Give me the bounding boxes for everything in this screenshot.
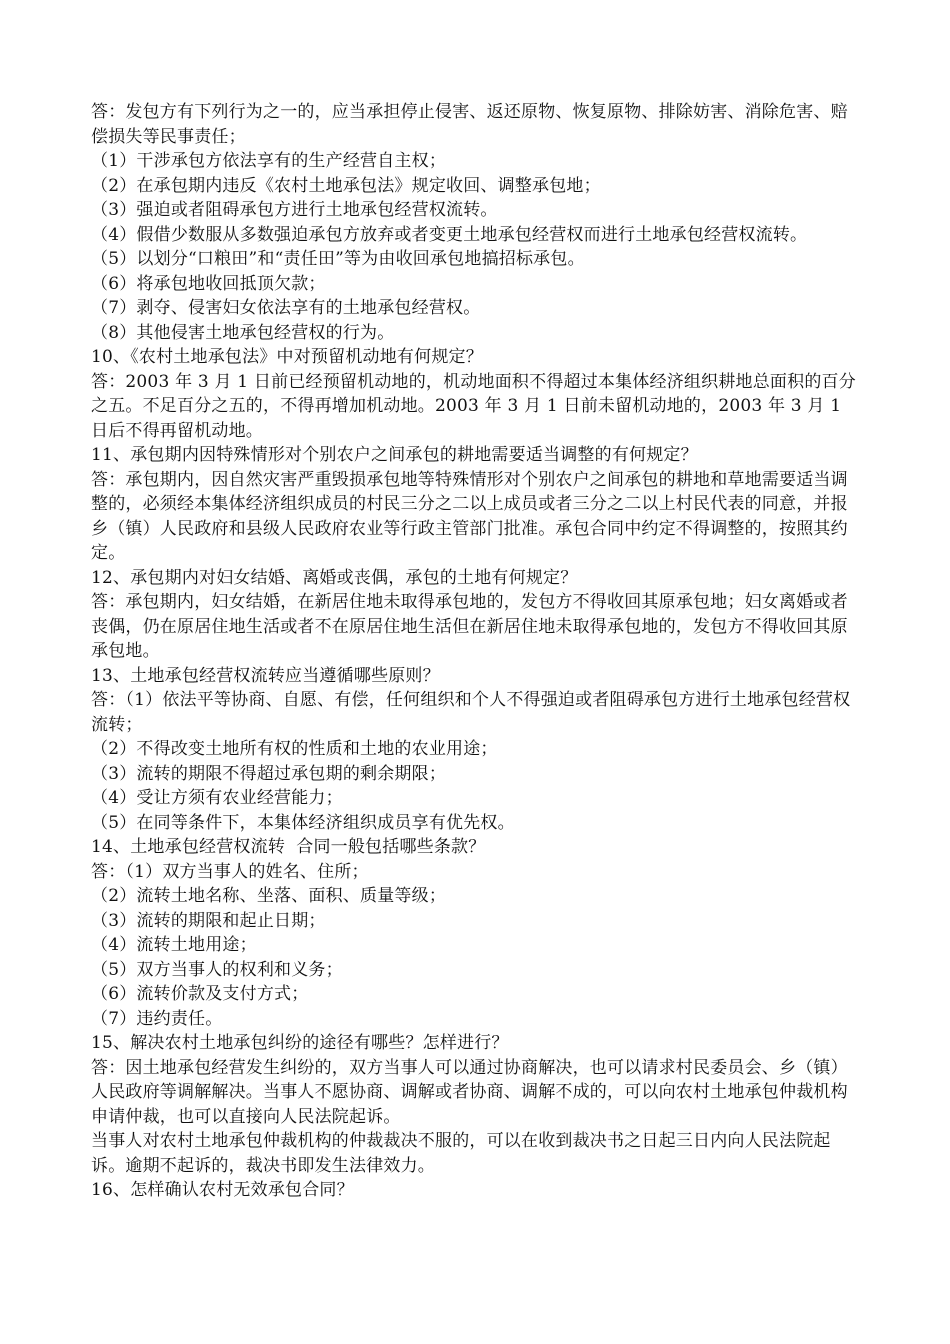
answer-14-item-2: （2）流转土地名称、坐落、面积、质量等级； — [91, 886, 447, 906]
answer-14-item-1: 答：（1）双方当事人的姓名、住所； — [91, 861, 369, 882]
answer-9-item-6: （6）将承包地收回抵顶欠款； — [91, 273, 326, 294]
question-10: 10、《农村土地承包法》中对预留机动地有何规定？ — [91, 347, 483, 367]
question-15: 15、解决农村土地承包纠纷的途径有哪些？怎样进行？ — [91, 1033, 509, 1053]
answer-9-item-3: （3）强迫或者阻碍承包方进行土地承包经营权流转。 — [91, 200, 498, 220]
answer-13-item-3: （3）流转的期限不得超过承包期的剩余期限； — [91, 763, 447, 784]
answer-9-item-1: （1）干涉承包方依法享有的生产经营自主权； — [91, 151, 447, 171]
answer-14-item-5: （5）双方当事人的权利和义务； — [91, 959, 343, 980]
question-13: 13、土地承包经营权流转应当遵循哪些原则？ — [91, 665, 440, 686]
answer-13-item-5: （5）在同等条件下，本集体经济组织成员享有优先权。 — [91, 812, 515, 833]
question-12: 12、承包期内对妇女结婚、离婚或丧偶，承包的土地有何规定？ — [91, 567, 578, 588]
answer-9-item-5: （5）以划分“口粮田”和“责任田”等为由收回承包地搞招标承包。 — [91, 249, 585, 269]
answer-9-item-7: （7）剥夺、侵害妇女依法享有的土地承包经营权。 — [91, 298, 481, 318]
question-16: 16、怎样确认农村无效承包合同？ — [91, 1180, 354, 1200]
answer-9-item-2: （2）在承包期内违反《农村土地承包法》规定收回、调整承包地； — [91, 175, 601, 196]
answer-13-item-1: 答：（1）依法平等协商、自愿、有偿，任何组织和个人不得强迫或者阻碍承包方进行土地承包经营权流转； — [91, 690, 851, 735]
question-14: 14、土地承包经营权流转 合同一般包括哪些条款？ — [91, 837, 486, 857]
answer-9-item-4: （4）假借少数服从多数强迫承包方放弃或者变更土地承包经营权而进行土地承包经营权流转。 — [91, 224, 808, 245]
answer-15-paragraph-1: 答：因土地承包经营发生纠纷的，双方当事人可以通过协商解决，也可以请求村民委员会、乡（镇）人民政府等调解解决。当事人不愿协商、调解或者协商、调解不成的，可以向农村土地承包仲裁机构申请仲裁，也可以直接向人民法院起诉。 — [91, 1057, 848, 1127]
answer-14-item-4: （4）流转土地用途； — [91, 935, 257, 955]
answer-12: 答：承包期内，妇女结婚，在新居住地未取得承包地的，发包方不得收回其原承包地；妇女离婚或者丧偶，仍在原居住地生活或者不在原居住地生活但在新居住地未取得承包地的，发包方不得收回其原承包地。 — [91, 592, 848, 661]
answer-9-intro: 答：发包方有下列行为之一的，应当承担停止侵害、返还原物、恢复原物、排除妨害、消除危害、赔偿损失等民事责任； — [91, 102, 848, 147]
answer-11: 答：承包期内，因自然灾害严重毁损承包地等特殊情形对个别农户之间承包的耕地和草地需要适当调整的，必须经本集体经济组织成员的村民三分之二以上成员或者三分之二以上村民代表的同意，并报乡（镇）人民政府和县级人民政府农业等行政主管部门批准。承包合同中约定不得调整的，按照其约定。 — [91, 469, 848, 563]
answer-10: 答：2003 年 3 月 1 日前已经预留机动地的，机动地面积不得超过本集体经济组织耕地总面积的百分之五。不足百分之五的，不得再增加机动地。2003 年 3 月 1 日前未留机动地的，2003 年 3 月 1 日后不得再留机动地。 — [91, 371, 856, 441]
answer-13-item-2: （2）不得改变土地所有权的性质和土地的农业用途； — [91, 739, 498, 759]
answer-15-paragraph-2: 当事人对农村土地承包仲裁机构的仲裁裁决不服的，可以在收到裁决书之日起三日内向人民法院起诉。逾期不起诉的，裁决书即发生法律效力。 — [91, 1131, 831, 1176]
answer-13-item-4: （4）受让方须有农业经营能力； — [91, 788, 343, 808]
document-page — [91, 100, 863, 1203]
answer-14-item-3: （3）流转的期限和起止日期； — [91, 910, 326, 931]
answer-14-item-7: （7）违约责任。 — [91, 1008, 223, 1029]
answer-14-item-6: （6）流转价款及支付方式； — [91, 984, 309, 1004]
answer-9-item-8: （8）其他侵害土地承包经营权的行为。 — [91, 322, 395, 343]
question-11: 11、承包期内因特殊情形对个别农户之间承包的耕地需要适当调整的有何规定？ — [91, 445, 698, 465]
